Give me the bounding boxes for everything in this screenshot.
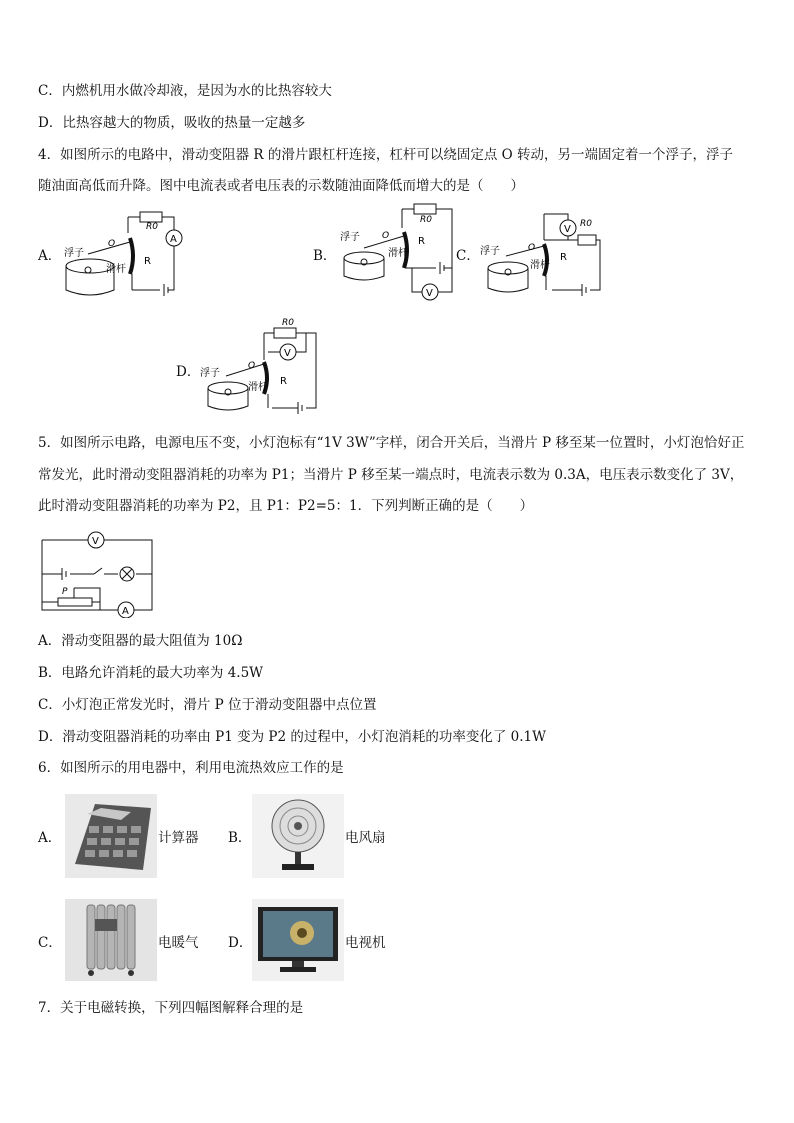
q4-label-a: A． — [38, 248, 62, 264]
q4-label-b: B． — [313, 248, 337, 264]
q5-ammeter-label: A — [122, 606, 129, 617]
q4-circuit-a — [60, 208, 190, 303]
q4-circuit-c — [478, 206, 608, 301]
q4a-float-label: 浮子 — [64, 248, 84, 259]
q4c-float-label: 浮子 — [480, 246, 500, 257]
q5-option-a: A．滑动变阻器的最大阻值为 10Ω — [38, 633, 243, 649]
electric-fan-image — [252, 794, 344, 878]
q5-stem-line2: 常发光，此时滑动变阻器消耗的功率为 P1；当滑片 P 移至某一端点时，电流表示数为 0.3A，电压表示数变化了 3V， — [38, 467, 744, 483]
q4d-float-label: 浮子 — [200, 368, 220, 379]
q3-option-d: D．比热容越大的物质，吸收的热量一定越多 — [38, 115, 306, 131]
q4b-voltmeter-label: V — [426, 288, 433, 299]
q4d-pivot-label: O — [248, 361, 256, 371]
calculator-image — [65, 794, 157, 878]
q4-label-c: C． — [456, 248, 480, 264]
q4a-pivot-label: O — [108, 239, 116, 249]
q4a-r0-label: R0 — [146, 222, 158, 232]
q5-option-c: C．小灯泡正常发光时，滑片 P 位于滑动变阻器中点位置 — [38, 697, 377, 713]
q4b-r-label: R — [418, 236, 425, 247]
q4d-r0-label: R0 — [282, 318, 294, 328]
q4a-r-label: R — [144, 256, 151, 267]
q6-item-d: 电视机 — [345, 935, 386, 951]
q4c-voltmeter-label: V — [564, 224, 571, 235]
q4b-pivot-label: O — [382, 231, 390, 241]
q5-option-d: D．滑动变阻器消耗的功率由 P1 变为 P2 的过程中，小灯泡消耗的功率变化了 0.1W — [38, 729, 546, 745]
q6-item-b: 电风扇 — [345, 830, 386, 846]
q5-stem-line1: 5．如图所示电路，电源电压不变，小灯泡标有“1V 3W”字样，闭合开关后，当滑片 P 移至某一位置时，小灯泡恰好正 — [38, 435, 745, 451]
q5-option-b: B．电路允许消耗的最大功率为 4.5W — [38, 665, 264, 681]
q7-stem: 7．关于电磁转换，下列四幅图解释合理的是 — [38, 1000, 304, 1016]
q4d-voltmeter-label: V — [284, 348, 291, 359]
q5-stem-line3: 此时滑动变阻器消耗的功率为 P2，且 P1：P2=5：1．下列判断正确的是（ ） — [38, 498, 534, 514]
q4d-rod-label: 滑杆 — [248, 382, 268, 393]
q3-option-c: C．内燃机用水做冷却液，是因为水的比热容较大 — [38, 83, 332, 99]
q6-label-b: B． — [228, 830, 252, 846]
q4c-rod-label: 滑杆 — [530, 260, 550, 271]
q4b-float-label: 浮子 — [340, 232, 360, 243]
q4-label-d: D． — [176, 364, 201, 380]
q6-stem: 6．如图所示的用电器中，利用电流热效应工作的是 — [38, 760, 344, 776]
q4-stem-line2: 随油面高低而升降。图中电流表或者电压表的示数随油面降低而增大的是（ ） — [38, 178, 524, 194]
q4-stem-line1: 4．如图所示的电路中，滑动变阻器 R 的滑片跟杠杆连接，杠杆可以绕固定点 O 转动，另一端固定着一个浮子，浮子 — [38, 147, 733, 163]
q5-p-label: P — [62, 587, 68, 597]
q4-circuit-b — [340, 200, 465, 310]
q5-voltmeter-label: V — [92, 536, 99, 547]
q5-circuit — [38, 528, 158, 618]
q4a-rod-label: 滑杆 — [106, 264, 126, 275]
q6-label-a: A． — [38, 830, 62, 846]
q4-circuit-d — [198, 314, 328, 414]
q4b-r0-label: R0 — [420, 215, 432, 225]
q6-item-c: 电暖气 — [158, 935, 199, 951]
q4c-r-label: R — [560, 252, 567, 263]
q4a-ammeter-label: A — [170, 234, 177, 245]
q4d-r-label: R — [280, 376, 287, 387]
electric-heater-image — [65, 899, 157, 981]
q6-label-d: D． — [228, 935, 253, 951]
television-image — [252, 899, 344, 981]
q4b-rod-label: 滑杆 — [388, 248, 408, 259]
q4c-r0-label: R0 — [580, 219, 592, 229]
q4c-pivot-label: O — [528, 243, 536, 253]
q6-label-c: C． — [38, 935, 62, 951]
q6-item-a: 计算器 — [158, 830, 199, 846]
